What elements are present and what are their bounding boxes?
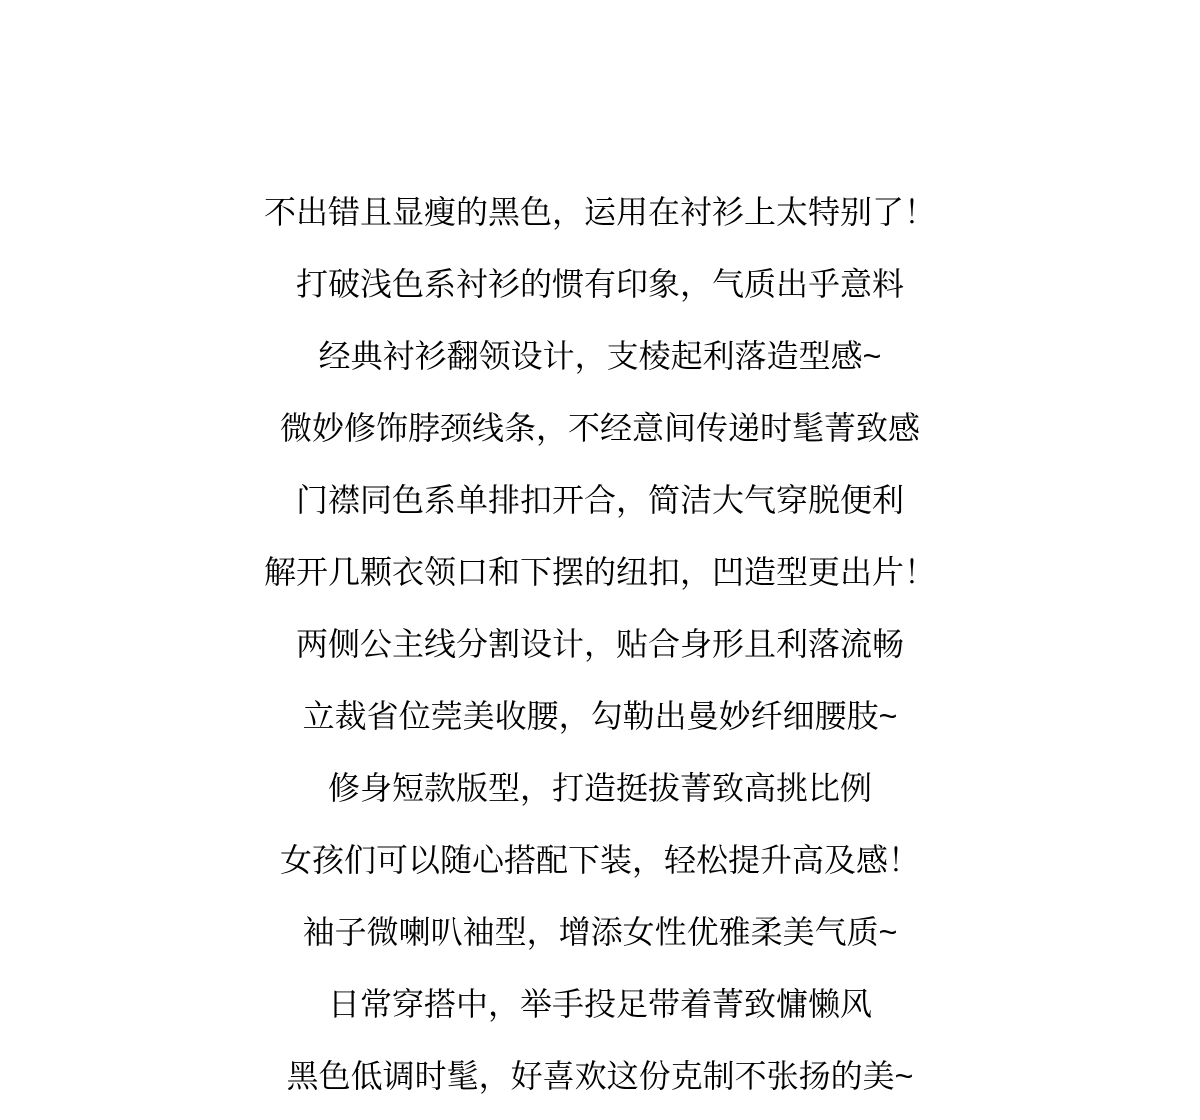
description-line: 立裁省位莞美收腰，勾勒出曼妙纤细腰肢~ [302,698,898,734]
description-line: 打破浅色系衬衫的惯有印象，气质出乎意料 [295,266,904,302]
description-line: 袖子微喇叭袖型，增添女性优雅柔美气质~ [302,914,898,950]
description-line: 门襟同色系单排扣开合，简洁大气穿脱便利 [295,482,904,518]
description-line: 修身短款版型，打造挺拔菁致高挑比例 [327,770,872,806]
description-line: 日常穿搭中，举手投足带着菁致慵懒风 [327,986,872,1022]
description-line: 微妙修饰脖颈线条，不经意间传递时髦菁致感 [279,410,920,446]
description-line: 女孩们可以随心搭配下装，轻松提升高及感！ [279,842,920,878]
description-line: 黑色低调时髦，好喜欢这份克制不张扬的美~ [286,1058,914,1094]
description-line: 不出错且显瘦的黑色，运用在衬衫上太特别了！ [263,194,936,230]
description-line: 解开几颗衣领口和下摆的纽扣，凹造型更出片！ [263,554,936,590]
description-line: 经典衬衫翻领设计，支棱起利落造型感~ [318,338,882,374]
description-line: 两侧公主线分割设计，贴合身形且利落流畅 [295,626,904,662]
